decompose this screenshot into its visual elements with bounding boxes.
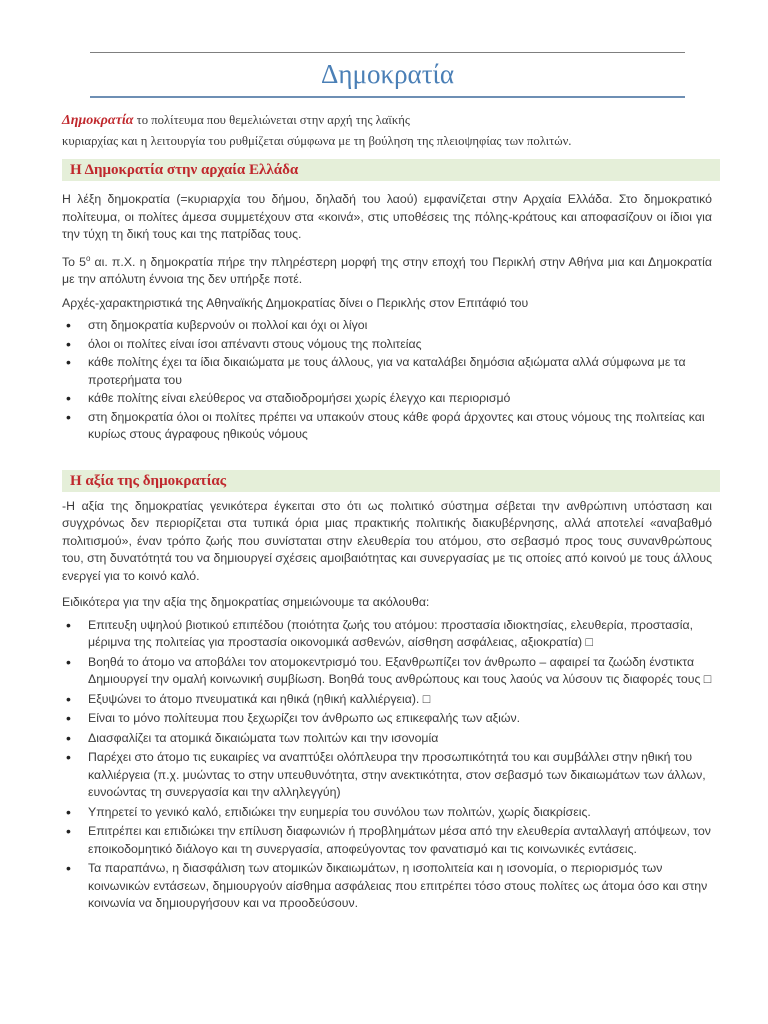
intro-line2: κυριαρχίας και η λειτουργία του ρυθμίζεται σύμφωνα με τη βούληση της πλειοψηφίας των πολιτών. [62, 134, 572, 148]
list-item: • Βοηθά το άτομο να αποβάλει τον ατομοκεντρισμό του. Εξανθρωπίζει τον άνθρωπο – αφαιρεί τα ζωώδη ένστικτα Δημιουργεί την ομαλή κοινωνική συμβίωση. Βοηθά τους ανθρώπους και τους λαούς να λύσουν τις διαφορές τους □ [62, 654, 712, 689]
list-item: • Εξυψώνει το άτομο πνευματικά και ηθικά (ηθική καλλιέργεια). □ [62, 691, 712, 709]
title-underline [90, 96, 685, 98]
list-item: • Παρέχει στο άτομο τις ευκαιρίες να αναπτύξει ολόπλευρα την προσωπικότητά του και συμβάλλει στην ηθική του καλλιέργεια (π.χ. μυώντας το στην υπευθυνότητα, στην ανεκτικότητα, στον σεβασμό των δικαιωμάτων των άλλων, ευνοώντας τη συνεργασία και την αλληλεγγύη) [62, 749, 712, 802]
section1-paragraph-1: Η λέξη δημοκρατία (=κυριαρχία του δήμου, δηλαδή του λαού) εμφανίζεται στην Αρχαία Ελλάδα. Στο δημοκρατικό πολίτευμα, οι πολίτες άμεσα συμμετέχουν στα «κοινά», στις υποθέσεις της πόλης-κράτους και αποφασίζουν οι ίδιοι για την τύχη τη δική τους και της πατρίδας τους. [62, 192, 712, 241]
list-item: • Τα παραπάνω, η διασφάλιση των ατομικών δικαιωμάτων, η ισοπολιτεία και η ισονομία, ο περιορισμός των κοινωνικών εντάσεων, δημιουργούν αίσθημα ασφάλειας που επιτρέπει τόσο στους πολίτες ως άτομα όσο και στην κοινωνία να δημιουργήσουν και να προοδεύσουν. [62, 860, 712, 913]
list-item: • κάθε πολίτης έχει τα ίδια δικαιώματα με τους άλλους, για να καταλάβει δημόσια αξιώματα αλλά σύμφωνα με τα προτερήματα του [62, 354, 712, 389]
list-item: • όλοι οι πολίτες είναι ίσοι απέναντι στους νόμους της πολιτείας [62, 336, 712, 354]
list-item: • στη δημοκρατία όλοι οι πολίτες πρέπει να υπακούν στους κάθε φορά άρχοντες και στους νόμους της πολιτείας και κυρίως στους άγραφους ηθικούς νόμους [62, 409, 712, 444]
list-item: • Διασφαλίζει τα ατομικά δικαιώματα των πολιτών και την ισονομία [62, 730, 712, 748]
page-title: Δημοκρατία [321, 59, 454, 89]
top-rule [90, 52, 685, 53]
list-item: • Επιτευξη υψηλού βιοτικού επιπέδου (ποιότητα ζωής του ατόμου: προστασία ιδιοκτησίας, ελευθερία, προστασία, μέριμνα της πολιτείας για προστασία οικονομικά ασθενών, αίσθηση ασφάλειας, αξιοκρατία) □ [62, 617, 712, 652]
list-item: • Επιτρέπει και επιδιώκει την επίλυση διαφωνιών ή προβλημάτων μέσα από την ελευθερία ανταλλαγή απόψεων, τον εποικοδομητικό διάλογο και τη συνεργασία, αποφεύγοντας τον φανατισμό και τις κοινωνικές εντάσεις. [62, 823, 712, 858]
document-page [62, 0, 712, 915]
section-heading-ancient-greece: Η Δημοκρατία στην αρχαία Ελλάδα [62, 159, 720, 181]
section2-paragraph-2: Ειδικότερα για την αξία της δημοκρατίας σημειώνουμε τα ακόλουθα: [62, 595, 430, 610]
section1-bullet-list [62, 317, 712, 444]
intro-line1: το πολίτευμα που θεμελιώνεται στην αρχή της λαϊκής [133, 113, 410, 127]
section1-paragraph-2: Το $5^o$ αι. π.Χ. η δημοκρατία πήρε την πληρέστερη μορφή της στην εποχή του Περικλή στην Αθήνα μια και Δημοκρατία με την απόλυτη έννοια της δεν υπήρξε ποτέ. [62, 253, 712, 287]
list-item: • Είναι το μόνο πολίτευμα που ξεχωρίζει τον άνθρωπο ως επικεφαλής των αξιών. [62, 710, 712, 728]
section2-bullet-list [62, 617, 712, 913]
list-item: • Υπηρετεί το γενικό καλό, επιδιώκει την ευημερία του συνόλου των πολιτών, χωρίς διακρίσεις. [62, 804, 712, 822]
list-item: • στη δημοκρατία κυβερνούν οι πολλοί και όχι οι λίγοι [62, 317, 712, 335]
section2-paragraph-1: -Η αξία της δημοκρατίας γενικότερα έγκειται στο ότι ως πολιτικό σύστημα σέβεται την ανθρώπινη υπόσταση και συγχρόνως δεν περιορίζεται στα τυπικά όρια μιας πρακτικής πολιτικής διακυβέρνησης, αλλά αποτελεί «αναβαθμό πολιτισμού», έναν τρόπο ζωής που συνίσταται στην ελευθερία του ατόμου, στο σεβασμό προς τους συνανθρώπους του, στη δυνατότητά του να δημιουργεί σχέσεις αμοιβαιότητας και συνεργασίας με τις οποίες από κοινού με τους άλλους ενεργεί για το κοινό καλό. [62, 498, 712, 583]
section-heading-value: Η αξία της δημοκρατίας [62, 470, 720, 492]
intro-paragraph [62, 110, 682, 151]
list-item: • κάθε πολίτης είναι ελεύθερος να σταδιοδρομήσει χωρίς έλεγχο και περιορισμό [62, 390, 712, 408]
section1-paragraph-3: Αρχές-χαρακτηριστικά της Αθηναϊκής Δημοκρατίας δίνει ο Περικλής στον Επιτάφιό του [62, 295, 529, 310]
intro-lead: Δημοκρατία [62, 113, 134, 128]
